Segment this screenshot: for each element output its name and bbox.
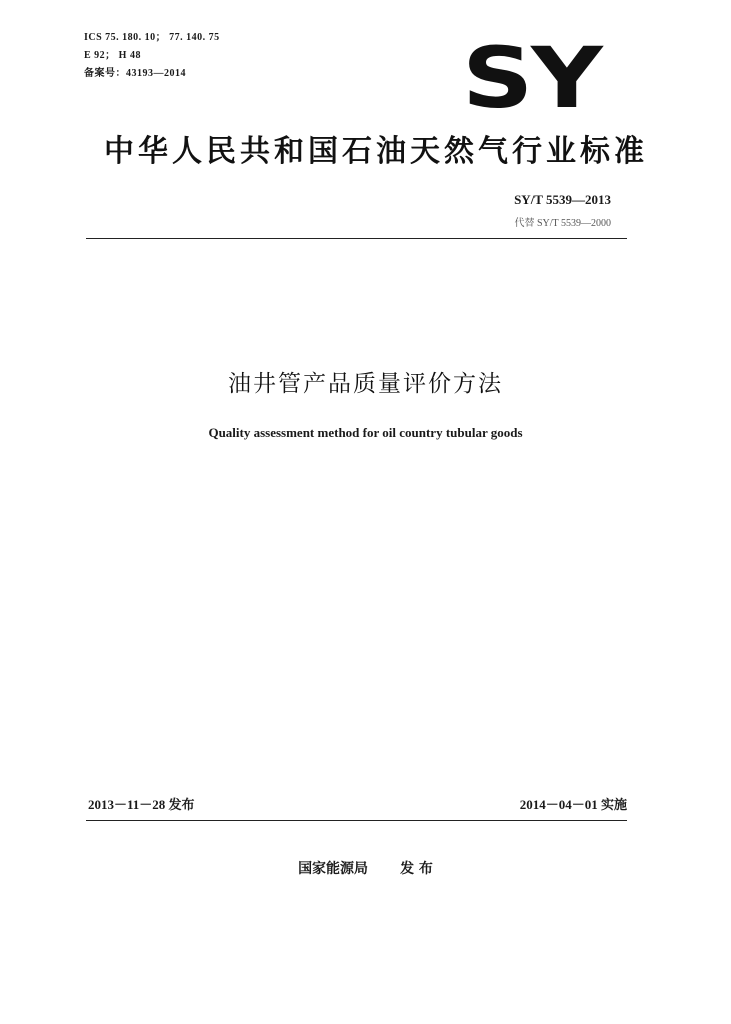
standard-number: SY/T 5539—2013 bbox=[514, 192, 611, 207]
implementation-date: 2014－04－01 实施 bbox=[519, 797, 627, 812]
issue-date: 2013－11－28 发布 bbox=[88, 797, 195, 812]
ics-code: ICS 75. 180. 10； 77. 140. 75 bbox=[84, 32, 220, 43]
replaced-standard: 代替 SY/T 5539—2000 bbox=[514, 218, 611, 229]
classification-code: E 92； H 48 bbox=[84, 50, 141, 61]
document-title-english: Quality assessment method for oil country tubular goods bbox=[208, 425, 523, 440]
issuer-action: 发 布 bbox=[400, 861, 433, 877]
document-title-chinese: 油井管产品质量评价方法 bbox=[228, 371, 503, 397]
issuer-name: 国家能源局 bbox=[298, 861, 369, 877]
sy-logo: SY bbox=[462, 29, 601, 127]
top-divider bbox=[86, 238, 627, 239]
bottom-divider bbox=[86, 820, 627, 821]
issuer-line bbox=[0, 858, 731, 878]
record-number: 备案号：43193—2014 bbox=[84, 68, 186, 79]
industry-standard-title: 中华人民共和国石油天然气行业标准 bbox=[104, 134, 648, 169]
